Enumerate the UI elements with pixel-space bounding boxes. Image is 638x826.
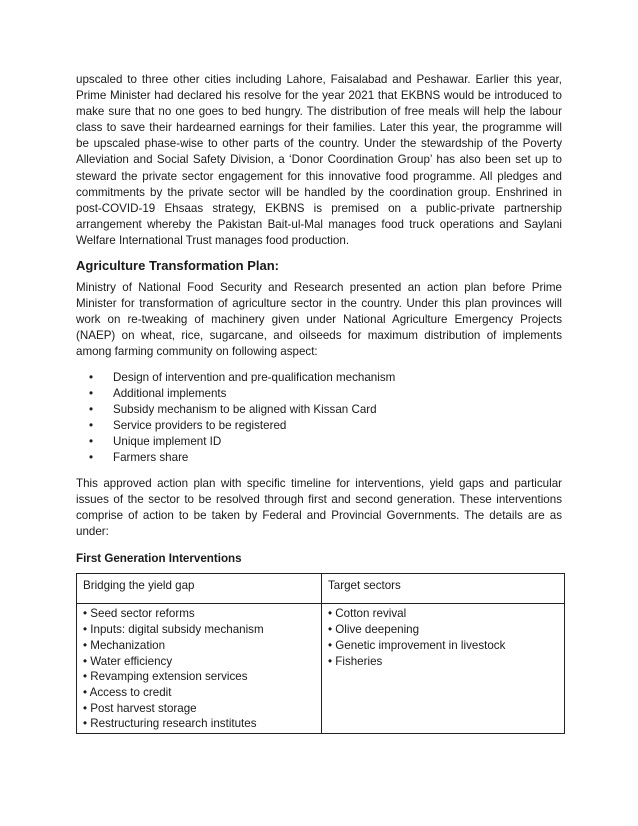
heading-first-generation-interventions: First Generation Interventions bbox=[76, 552, 242, 566]
list-item-text: Subsidy mechanism to be aligned with Kissan Card bbox=[113, 402, 377, 416]
table-cell-yield-gap-items bbox=[77, 604, 322, 734]
list-item bbox=[76, 418, 562, 434]
list-item: • Post harvest storage bbox=[83, 701, 197, 715]
aspects-bullet-list bbox=[76, 370, 562, 467]
list-item bbox=[76, 450, 562, 466]
list-item bbox=[76, 434, 562, 450]
list-item: • Genetic improvement in livestock bbox=[328, 638, 506, 652]
list-item: • Cotton revival bbox=[328, 607, 407, 621]
bullet-icon: • bbox=[89, 450, 94, 464]
list-item-text: Service providers to be registered bbox=[113, 418, 287, 432]
list-item: • Water efficiency bbox=[83, 654, 173, 668]
list-item: • Revamping extension services bbox=[83, 670, 248, 684]
table-row bbox=[77, 604, 565, 734]
bullet-icon: • bbox=[89, 402, 94, 416]
list-item: • Access to credit bbox=[83, 685, 172, 699]
table-header-target-sectors: Target sectors bbox=[322, 574, 565, 604]
list-item-text: Unique implement ID bbox=[113, 434, 222, 448]
table-cell-target-sector-items bbox=[322, 604, 565, 734]
paragraph-interventions: This approved action plan with specific timeline for interventions, yield gaps and particular issues of the sector to be resolved through first and second generation. These interventions comprise of action to be taken by Federal and Provincial Governments. The details are as under: bbox=[76, 477, 562, 539]
first-generation-table bbox=[76, 573, 565, 734]
table-header-bridging-yield-gap: Bridging the yield gap bbox=[77, 574, 322, 604]
list-item-text: Farmers share bbox=[113, 450, 189, 464]
list-item: • Seed sector reforms bbox=[83, 607, 195, 621]
bullet-icon: • bbox=[89, 370, 94, 384]
list-item: • Mechanization bbox=[83, 638, 166, 652]
list-item: • Olive deepening bbox=[328, 623, 420, 637]
list-item bbox=[76, 402, 562, 418]
list-item bbox=[76, 370, 562, 386]
document-page bbox=[76, 72, 562, 734]
heading-agriculture-transformation-plan: Agriculture Transformation Plan: bbox=[76, 258, 279, 274]
list-item: • Restructuring research institutes bbox=[83, 717, 257, 731]
list-item: • Inputs: digital subsidy mechanism bbox=[83, 623, 264, 637]
paragraph-action-plan: Ministry of National Food Security and Research presented an action plan before Prime Minister for transformation of agriculture sector in the country. Under this plan provinces will work on re-tweaking of machinery given under National Agriculture Emergency Projects (NAEP) on wheat, rice, sugarcane, and oilseeds for maximum distribution of implements among farming community on following aspect: bbox=[76, 281, 562, 359]
list-item: • Fisheries bbox=[328, 654, 383, 668]
bullet-icon: • bbox=[89, 434, 94, 448]
list-item bbox=[76, 386, 562, 402]
bullet-icon: • bbox=[89, 418, 94, 432]
paragraph-ekbns: upscaled to three other cities including Lahore, Faisalabad and Peshawar. Earlier this year, Prime Minister had declared his resolve for the year 2021 that EKBNS would be introduced to make sure that no one goes to bed hungry. The distribution of free meals will help the labour class to save their hardearned earnings for their families. Later this year, the programme will be upscaled phase-wise to other parts of the country. Under the stewardship of the Poverty Alleviation and Social Safety Division, a ‘Donor Coordination Group’ has also been set up to steward the private sector engagement for this innovative food programme. All pledges and commitments by the private sector will be handled by the coordination group. Enshrined in post-COVID-19 Ehsaas strategy, EKBNS is premised on a public-private partnership arrangement whereby the Pakistan Bait-ul-Mal manages food truck operations and Saylani Welfare International Trust manages food production. bbox=[76, 73, 562, 247]
list-item-text: Design of intervention and pre-qualification mechanism bbox=[113, 370, 396, 384]
list-item-text: Additional implements bbox=[113, 386, 227, 400]
table-header-row bbox=[77, 574, 565, 604]
bullet-icon: • bbox=[89, 386, 94, 400]
